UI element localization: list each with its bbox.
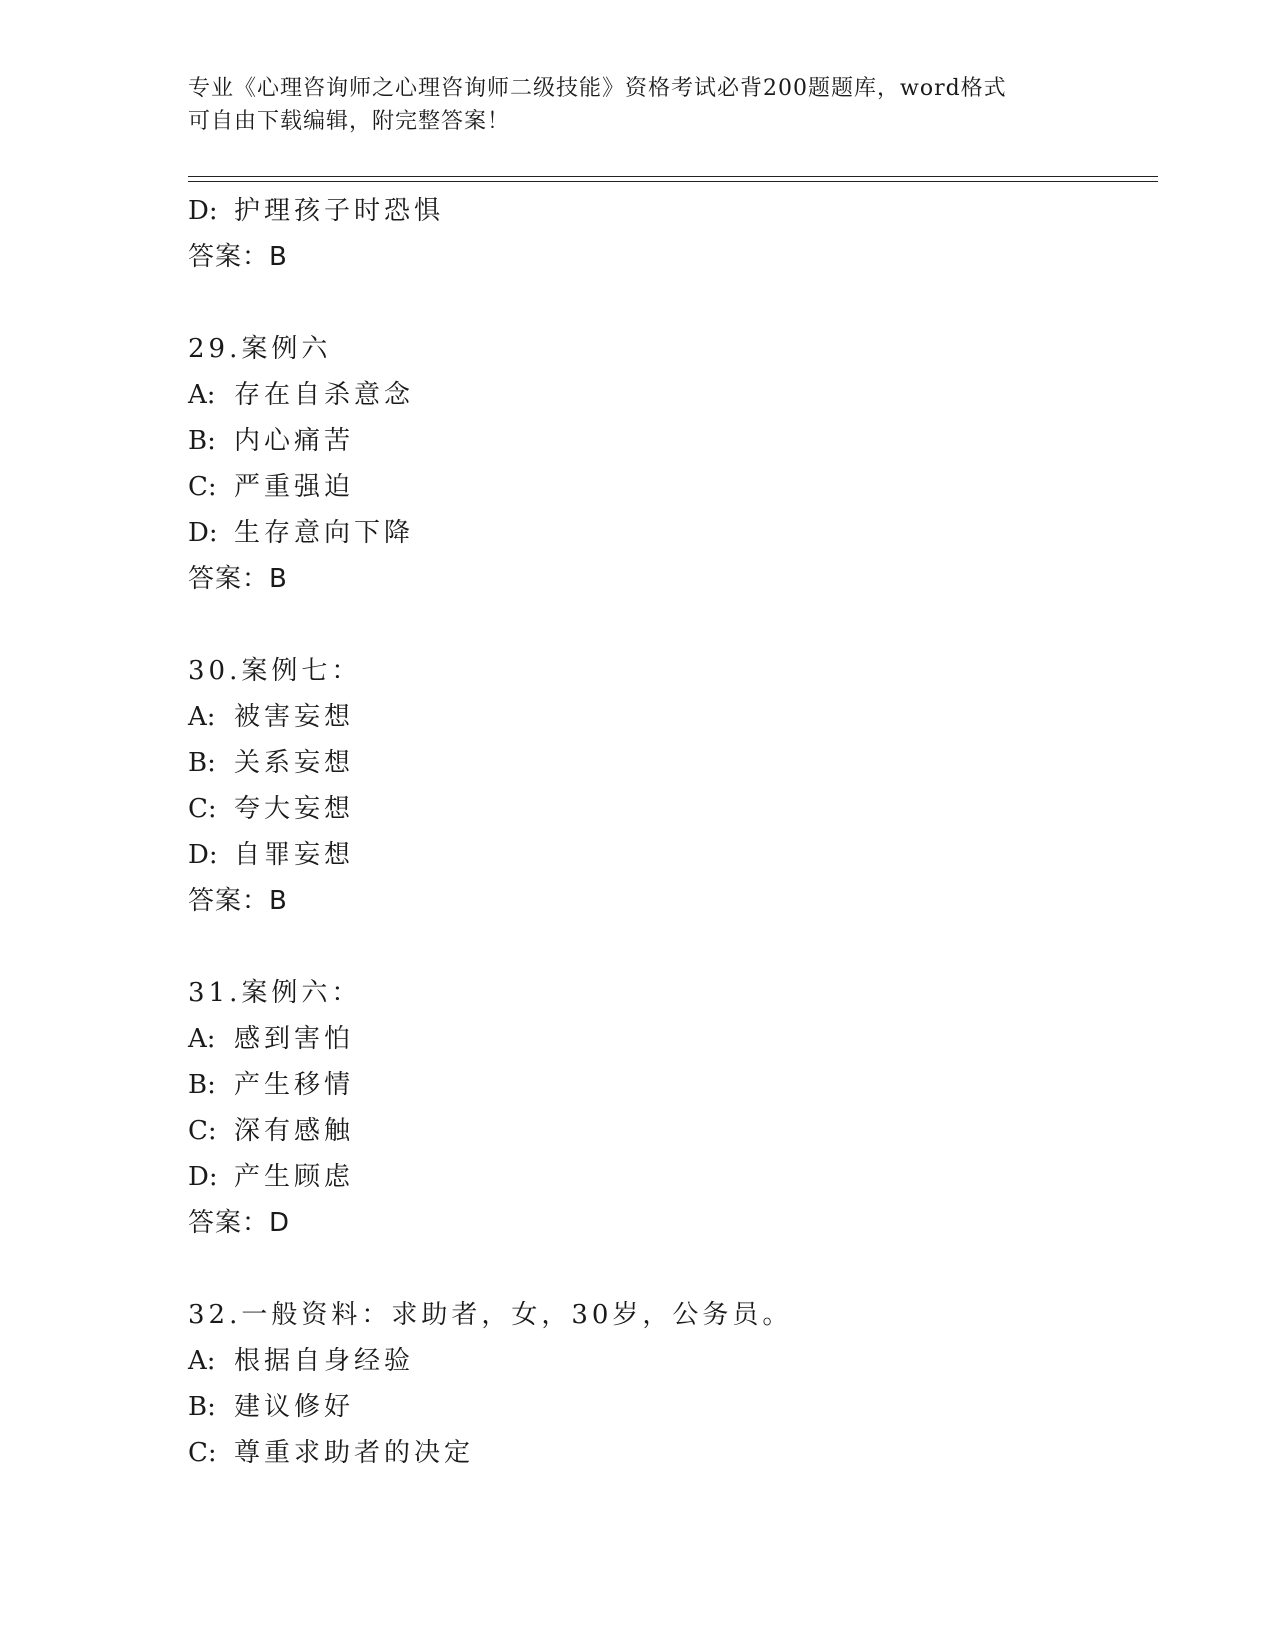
option-text: 自罪妄想 [234, 840, 355, 870]
option-line [188, 418, 1188, 464]
option-letter: A: [188, 1024, 216, 1054]
answer-line: 答案：D [188, 1208, 291, 1238]
spacer [188, 602, 1188, 648]
option-text: 夸大妄想 [234, 794, 355, 824]
option-line [188, 1016, 1188, 1062]
option-text: 内心痛苦 [234, 426, 355, 456]
option-text: 根据自身经验 [234, 1346, 415, 1376]
option-line [188, 1430, 1188, 1476]
option-line [188, 694, 1188, 740]
question-title: 29.案例六 [188, 334, 332, 364]
header-title-line-2: 可自由下载编辑，附完整答案！ [188, 109, 511, 134]
option-text: 尊重求助者的决定 [234, 1438, 475, 1468]
option-line [188, 372, 1188, 418]
header-divider-top [188, 176, 1158, 177]
option-letter: C: [188, 1116, 217, 1146]
option-letter: C: [188, 1438, 217, 1468]
option-letter: B: [188, 1070, 216, 1100]
option-line [188, 832, 1188, 878]
answer-line: 答案：B [188, 242, 288, 272]
option-letter: A: [188, 1346, 216, 1376]
option-text: 建议修好 [234, 1392, 355, 1422]
document-header [188, 72, 1088, 138]
option-line [188, 188, 1188, 234]
option-line [188, 510, 1188, 556]
option-text: 产生顾虑 [234, 1162, 355, 1192]
option-text: 感到害怕 [234, 1024, 355, 1054]
option-text: 严重强迫 [234, 472, 355, 502]
option-letter: D: [188, 196, 218, 226]
question-title: 30.案例七： [188, 656, 362, 686]
option-line [188, 1154, 1188, 1200]
option-line [188, 1384, 1188, 1430]
option-text: 生存意向下降 [234, 518, 415, 548]
option-text: 被害妄想 [234, 702, 355, 732]
option-line [188, 740, 1188, 786]
option-line [188, 786, 1188, 832]
option-text: 深有感触 [234, 1116, 355, 1146]
answer-line: 答案：B [188, 886, 288, 916]
header-divider-bottom [188, 181, 1158, 182]
option-text: 关系妄想 [234, 748, 355, 778]
question-title: 32.一般资料：求助者，女，30岁，公务员。 [188, 1300, 793, 1330]
option-line [188, 1062, 1188, 1108]
option-letter: B: [188, 426, 216, 456]
question-list [188, 188, 1188, 1476]
option-letter: D: [188, 518, 218, 548]
spacer [188, 1246, 1188, 1292]
option-letter: B: [188, 1392, 216, 1422]
option-text: 护理孩子时恐惧 [234, 196, 445, 226]
option-letter: C: [188, 472, 217, 502]
option-letter: B: [188, 748, 216, 778]
question-title: 31.案例六： [188, 978, 362, 1008]
spacer [188, 280, 1188, 326]
option-line [188, 464, 1188, 510]
option-letter: D: [188, 1162, 218, 1192]
option-letter: C: [188, 794, 217, 824]
option-letter: A: [188, 380, 216, 410]
option-letter: A: [188, 702, 216, 732]
option-line [188, 1108, 1188, 1154]
spacer [188, 924, 1188, 970]
option-text: 存在自杀意念 [234, 380, 415, 410]
option-letter: D: [188, 840, 218, 870]
option-text: 产生移情 [234, 1070, 355, 1100]
option-line [188, 1338, 1188, 1384]
header-title-line-1: 专业《心理咨询师之心理咨询师二级技能》资格考试必背200题题库，word格式 [188, 76, 1007, 101]
answer-line: 答案：B [188, 564, 288, 594]
